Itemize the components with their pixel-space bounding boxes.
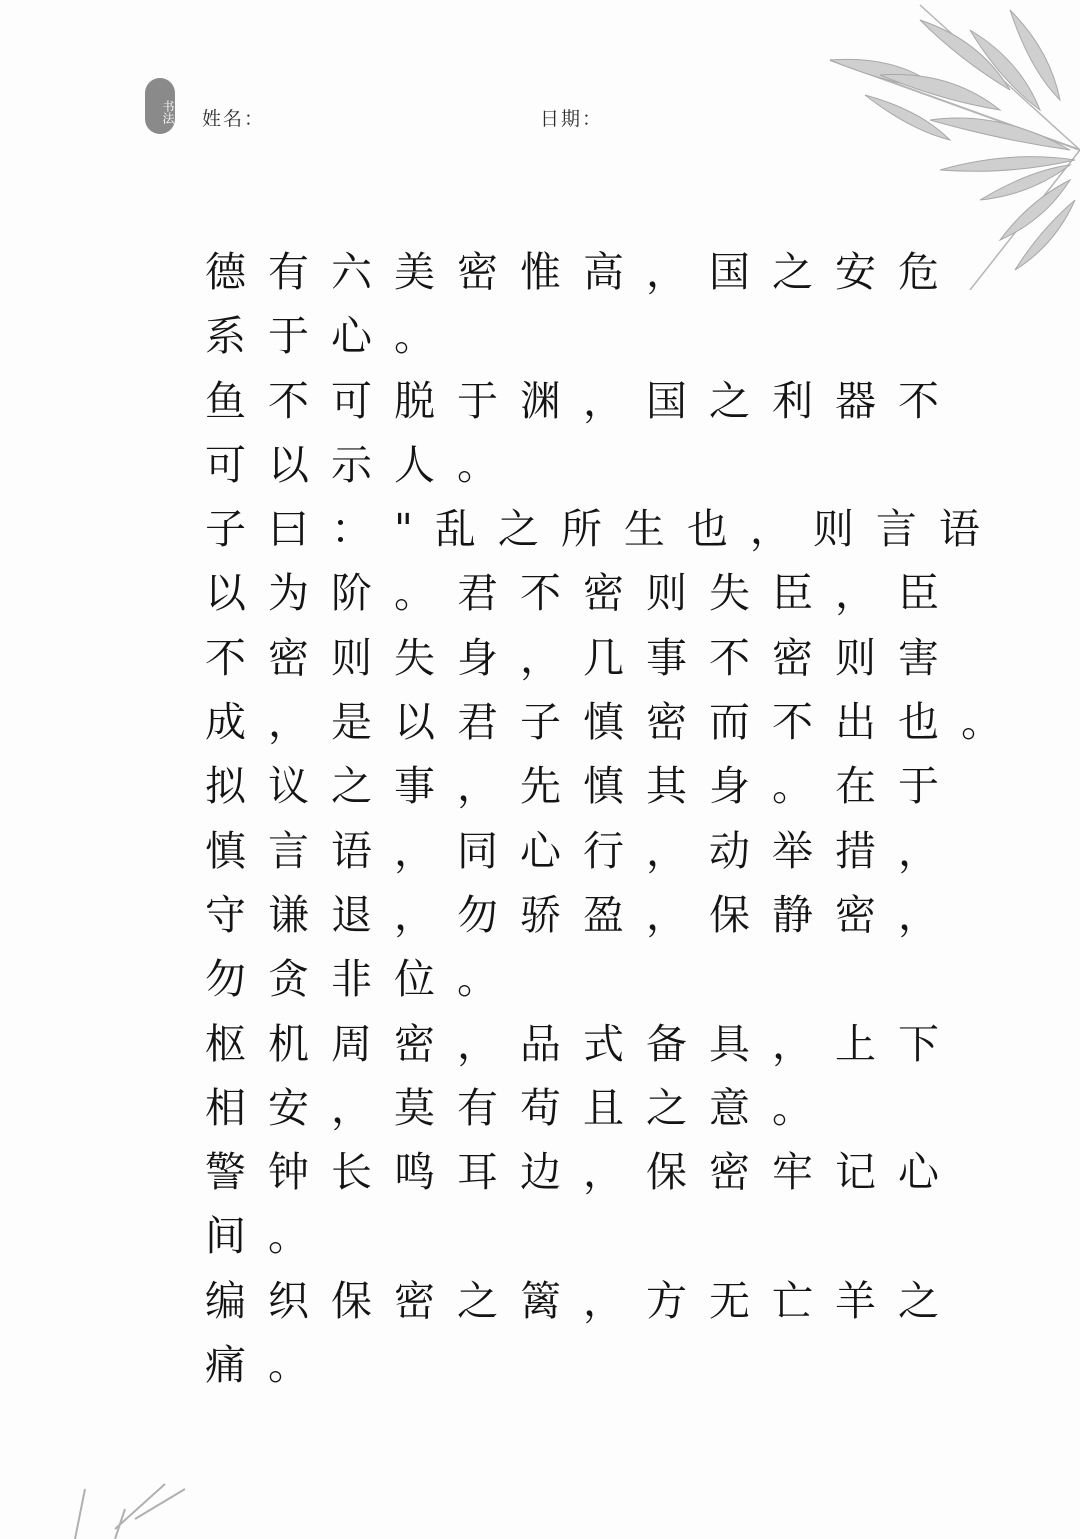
text-line: 可以示人。 <box>205 440 520 489</box>
text-line: 德有六美密惟高，国之安危 <box>205 248 961 296</box>
text-line: 相安，莫有苟且之意。 <box>205 1083 835 1132</box>
text-line: 勿贪非位。 <box>205 955 520 1004</box>
text-line: 枢机周密，品式备具，上下 <box>205 1019 961 1068</box>
text-line: 痛。 <box>205 1341 331 1390</box>
calligraphy-seal: 书法 <box>145 78 175 134</box>
date-label: 日期： <box>540 108 604 130</box>
text-line: 以为阶。君不密则失臣，臣 <box>205 569 961 618</box>
text-line: 守谦退，勿骄盈，保静密， <box>205 890 961 939</box>
handwriting-text <box>205 240 1024 1397</box>
text-line: 鱼不可脱于渊，国之利器不 <box>205 376 961 425</box>
text-line: 系于心。 <box>205 312 457 361</box>
text-line: 拟议之事，先慎其身。在于 <box>205 762 961 811</box>
text-line: 成，是以君子慎密而不出也。 <box>205 698 1024 747</box>
text-line: 警钟长鸣耳边，保密牢记心 <box>205 1148 961 1197</box>
text-line: 间。 <box>205 1212 331 1261</box>
text-line: 编织保密之篱，方无亡羊之 <box>205 1276 961 1325</box>
bamboo-stem-decoration <box>55 1389 275 1539</box>
text-line: 子曰："乱之所生也，则言语 <box>205 505 1002 554</box>
text-line: 不密则失身，几事不密则害 <box>205 633 961 682</box>
name-label: 姓名： <box>202 108 266 130</box>
text-line: 慎言语，同心行，动举措， <box>205 826 961 875</box>
